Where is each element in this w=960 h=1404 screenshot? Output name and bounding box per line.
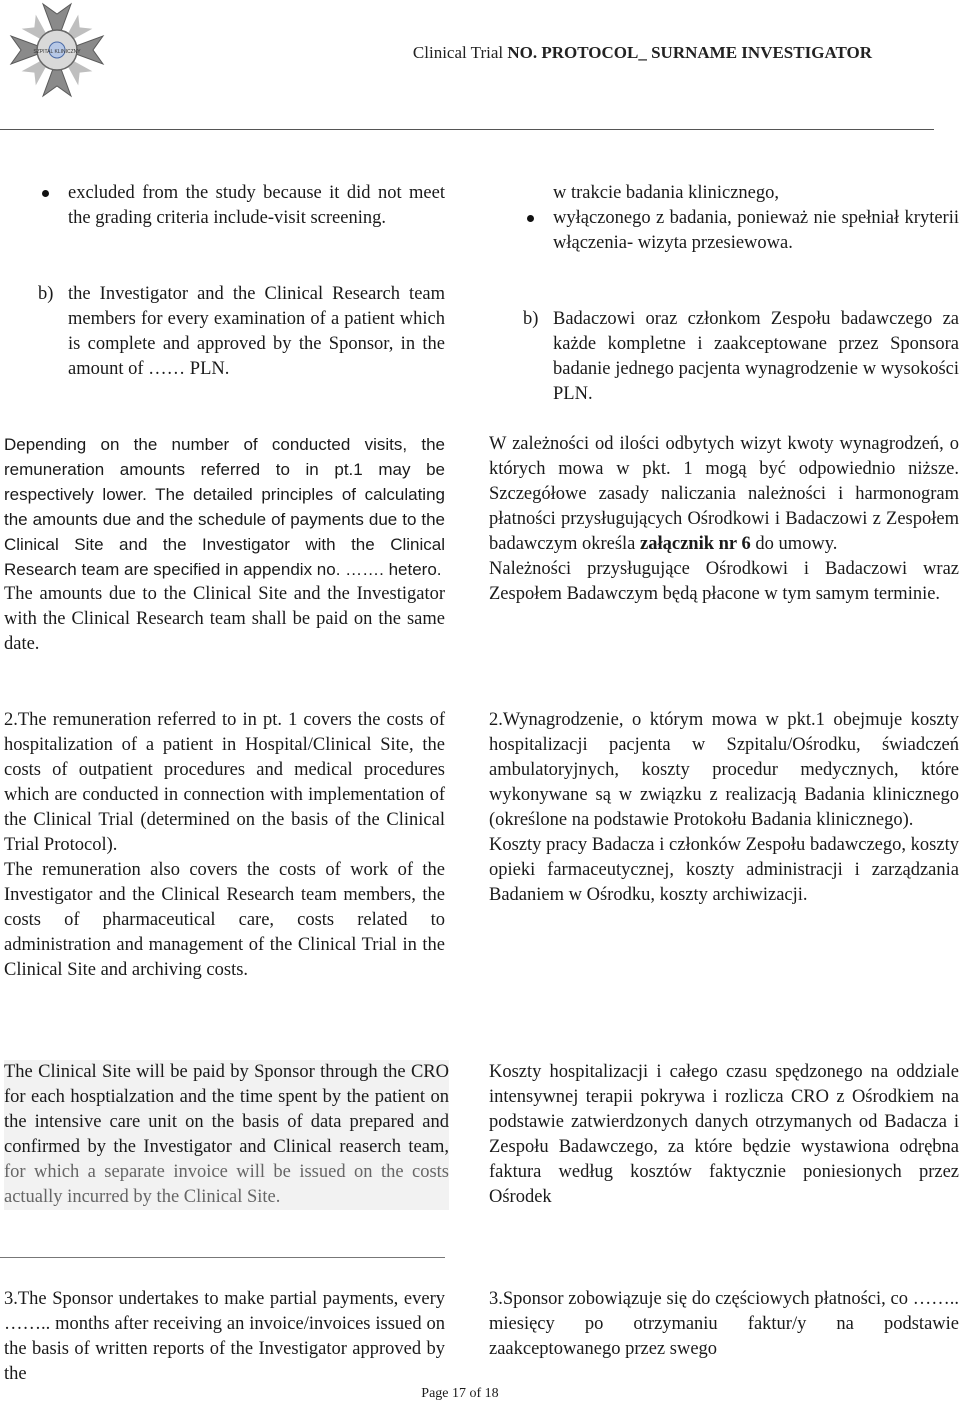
list-label: b) [38, 284, 54, 304]
bullet-text: wyłączonego z badania, ponieważ nie spełniał kryterii włączenia- wizyta przesiewowa. [553, 208, 959, 253]
paragraph-text: W zależności od ilości odbytych wizyt kwoty wynagrodzeń, o których mowa w pkt. 1 mogą być odpowiednio niższe. Szczegółowe zasady naliczania należności i harmonogram płatności przysługujących Ośrodkowi i Badaczowi z Zespołem badawczym określa [489, 434, 959, 554]
appendix-reference: załącznik nr 6 [640, 534, 751, 554]
paragraph-text: do umowy. [750, 534, 838, 554]
list-label: b) [523, 309, 539, 329]
list-item-b [489, 307, 959, 407]
hospital-logo [2, 0, 112, 100]
list-item-b [4, 282, 445, 382]
paragraph-faded: for which a separate invoice will be issued on the costs actually incurred by the Clinical Site. [4, 1162, 449, 1207]
paragraph-main: The Clinical Site will be paid by Sponsor through the CRO for each hosptialzation and the time spent by the patient on the intensive care unit on the basis of data prepared and confirmed by the Investigator and Clinical reaserch team, [4, 1062, 449, 1157]
list-item-text: the Investigator and the Clinical Research team members for every examination of a patient which is complete and approved by the Sponsor, in the amount of …… PLN. [68, 284, 445, 379]
header-title-part2: NO. PROTOCOL_ SURNAME INVESTIGATOR [507, 43, 872, 62]
paragraph [489, 432, 959, 557]
bullet-item [489, 206, 959, 256]
list-item-text: Badaczowi oraz członkom Zespołu badawczego za każde kompletne i zaakceptowane przez Sponsora badanie jednego pacjenta wynagrodzenie w wysokości PLN. [553, 309, 959, 404]
logo-text: SZPITAL KLINICZNY [33, 49, 81, 55]
paragraph: Należności przysługujące Ośrodkowi i Badaczowi wraz Zespołem Badawczym będą płacone w tym samym terminie. [489, 559, 959, 604]
paragraph: w trakcie badania klinicznego, [553, 183, 780, 203]
column-divider [0, 1257, 445, 1258]
header-divider [0, 129, 934, 130]
paragraph: Koszty hospitalizacji i całego czasu spędzonego na oddziale intensywnej terapii pokrywa i rozlicza CRO z Ośrodkiem na podstawie zatwierdzonych danych otrzymanych od Badacza i Zespołu Badawczego, za które będzie wystawiona odrębna faktura według kosztów faktycznie poniesionych przez Ośrodek [489, 1062, 959, 1207]
bullet-text: excluded from the study because it did not meet the grading criteria include-visit screening. [68, 183, 445, 228]
maltese-cross-icon [2, 0, 112, 100]
bullet-dot-icon [527, 215, 534, 222]
document-header [413, 43, 872, 63]
paragraph: The amounts due to the Clinical Site and the Investigator with the Clinical Research team shall be paid on the same date. [4, 584, 445, 654]
header-title-part1: Clinical Trial [412, 43, 508, 62]
paragraph [4, 1060, 449, 1210]
page-number: Page 17 of 18 [421, 1386, 499, 1401]
paragraph: 3.Sponsor zobowiązuje się do częściowych płatności, co …….. miesięcy po otrzymaniu faktur/y na podstawie zaakceptowanego przez swego [489, 1289, 959, 1359]
paragraph: 2.The remuneration referred to in pt. 1 covers the costs of hospitalization of a patient in Hospital/Clinical Site, the costs of outpatient procedures and medical procedures which are conducted in connection with implementation of the Clinical Trial (determined on the basis of the Clinical Trial Protocol). [4, 710, 445, 855]
paragraph: 3.The Sponsor undertakes to make partial payments, every …….. months after receiving an invoice/invoices issued on the basis of written reports of the Investigator approved by the [4, 1289, 445, 1384]
bullet-dot-icon [42, 190, 49, 197]
paragraph: Depending on the number of conducted visits, the remuneration amounts referred to in pt.1 may be respectively lower. The detailed principles of calculating the amounts due and the schedule of payments due to the Clinical Site and the Investigator with the Clinical Research team are specified in appendix no. ……. hetero. [4, 435, 445, 579]
paragraph: 2.Wynagrodzenie, o którym mowa w pkt.1 obejmuje koszty hospitalizacji pacjenta w Szpitalu/Ośrodku, świadczeń ambulatoryjnych, koszty procedur medycznych, które wykonywane są w związku z realizacją Badania klinicznego (określone na podstawie Protokołu Badania klinicznego). [489, 710, 959, 830]
paragraph: The remuneration also covers the costs of work of the Investigator and the Clinical Research team members, the costs of pharmaceutical care, costs related to administration and management of the Clinical Trial in the Clinical Site and archiving costs. [4, 860, 445, 980]
paragraph: Koszty pracy Badacza i członków Zespołu badawczego, koszty opieki farmaceutycznej, koszty administracji i zarządzania Badaniem w Ośrodku, koszty archiwizacji. [489, 835, 959, 905]
bullet-item [4, 181, 445, 231]
